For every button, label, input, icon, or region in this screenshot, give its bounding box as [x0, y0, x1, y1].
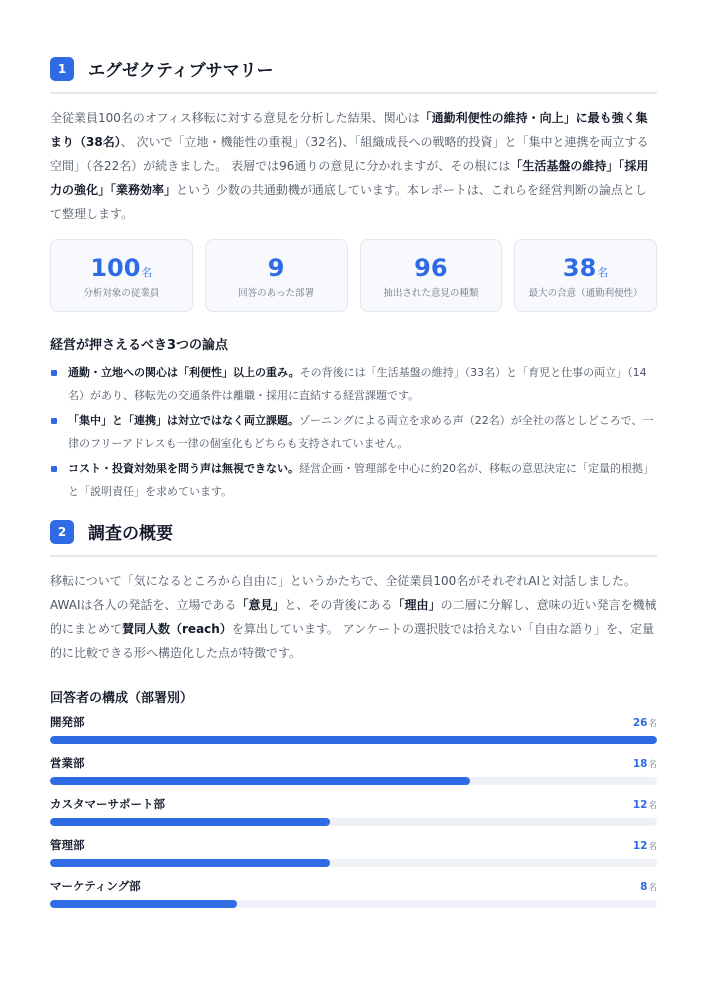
bar-value: 8名	[640, 881, 657, 893]
key-point-text: 経営企画・管理部を中心に約20名が、移転の意思決定に「定量的根拠」と「説明責任」を求めています。	[68, 462, 654, 498]
stat-card	[514, 239, 657, 312]
emphasis-text: 「理由」	[392, 598, 441, 612]
key-points-list	[50, 361, 657, 503]
bar-row	[50, 714, 657, 744]
stat-card	[205, 239, 348, 312]
bullet-icon	[51, 466, 57, 472]
key-point-lead: 通勤・立地への関心は「利便性」以上の重み。	[68, 366, 300, 379]
bar-label: マーケティング部	[50, 879, 141, 893]
bar-track	[50, 818, 657, 826]
bar-track	[50, 900, 657, 908]
bar-label: カスタマーサポート部	[50, 797, 165, 811]
key-point-lead: コスト・投資対効果を問う声は無視できない。	[68, 462, 299, 475]
emphasis-text: 「生活基盤の維持」「採用力の強化」「業務効率」	[50, 159, 649, 197]
stat-value	[268, 253, 285, 283]
bar-header	[50, 714, 657, 730]
stat-label: 抽出された意見の種類	[383, 287, 479, 299]
bar-label: 管理部	[50, 838, 85, 852]
bar-row	[50, 796, 657, 826]
bar-value: 12名	[632, 840, 657, 852]
stat-unit: 名	[141, 265, 153, 279]
body-text: 、 次いで「立地・機能性の重視」（32名)、「組織成長への戦略的投資」と「集中と連携を両立する空間」（各22名）が続きました。 表層では96通りの意見に分かれますが、その根には	[50, 135, 649, 173]
bar-value: 18名	[632, 758, 657, 770]
key-point-text: その背後には「生活基盤の維持」（33名）と「育児と仕事の両立」（14名）があり、移転先の交通条件は離職・採用に直結する経営課題です。	[68, 366, 647, 402]
section-header-summary	[50, 0, 657, 94]
key-point	[50, 409, 657, 455]
emphasis-text: 「意見」	[236, 598, 285, 612]
stat-cards	[50, 239, 657, 312]
bullet-icon	[51, 370, 57, 376]
bar-fill	[50, 900, 237, 908]
section-title: エグゼクティブサマリー	[88, 61, 274, 81]
body-text: を算出しています。 アンケートの選択肢では拾えない「自由な語り」を、定量的に比較できる形へ構造化した点が特徴です。	[50, 622, 654, 660]
stat-label: 回答のあった部署	[238, 287, 315, 299]
bar-fill	[50, 736, 657, 744]
bar-label: 開発部	[50, 715, 85, 729]
bar-fill	[50, 777, 470, 785]
overview-paragraph	[50, 569, 657, 665]
bar-header	[50, 796, 657, 812]
stat-card	[50, 239, 193, 312]
bar-row	[50, 878, 657, 908]
body-text: 全従業員100名のオフィス移転に対する意見を分析した結果、関心は	[50, 111, 420, 125]
chart-title: 回答者の構成（部署別）	[50, 691, 194, 706]
bar-track	[50, 736, 657, 744]
key-point	[50, 361, 657, 407]
emphasis-text: 賛同人数（reach）	[122, 622, 232, 636]
stat-value	[414, 253, 447, 283]
section-title: 調査の概要	[88, 524, 173, 544]
key-point-lead: 「集中」と「連携」は対立ではなく両立課題。	[68, 414, 299, 427]
department-bar-chart	[50, 714, 657, 908]
stat-number: 38	[562, 253, 597, 282]
bar-unit: 名	[648, 719, 657, 729]
bar-header	[50, 755, 657, 771]
stat-value	[90, 253, 152, 283]
points-title: 経営が押さえるべき3つの論点	[50, 338, 229, 353]
bar-row	[50, 837, 657, 867]
stat-number: 9	[267, 253, 285, 282]
bullet-icon	[51, 418, 57, 424]
bar-header	[50, 878, 657, 894]
bar-unit: 名	[648, 760, 657, 770]
bar-value: 26名	[632, 717, 657, 729]
body-text: と、その背後にある	[284, 598, 393, 612]
bar-track	[50, 859, 657, 867]
key-point-text: ゾーニングによる両立を求める声（22名）が全社の落としどころで、一律のフリーアドレスも一律の個室化もどちらも支持されていません。	[68, 414, 654, 450]
stat-number: 100	[90, 253, 141, 282]
bar-row	[50, 755, 657, 785]
bar-unit: 名	[648, 801, 657, 811]
bar-unit: 名	[648, 883, 657, 893]
section-number-badge: 1	[50, 57, 74, 81]
body-text: という 少数の共通動機が通底しています。本レポートは、これらを経営判断の論点として整理します。	[50, 183, 647, 221]
bar-fill	[50, 859, 330, 867]
section-header-overview	[50, 519, 657, 557]
stat-label: 最大の合意（通勤利便性）	[528, 287, 643, 299]
bar-header	[50, 837, 657, 853]
bar-track	[50, 777, 657, 785]
key-point	[50, 457, 657, 503]
summary-paragraph	[50, 106, 657, 226]
emphasis-text: 「通勤利便性の維持・向上」に最も強く集まり（38名）	[50, 111, 648, 149]
stat-card	[360, 239, 503, 312]
stat-unit: 名	[597, 265, 609, 279]
bar-unit: 名	[648, 842, 657, 852]
bar-value: 12名	[632, 799, 657, 811]
stat-value	[563, 253, 608, 283]
body-text: の二層に分解し、意味の近い発言を機械的にまとめて	[50, 598, 657, 636]
bar-label: 営業部	[50, 756, 85, 770]
stat-number: 96	[414, 253, 448, 282]
stat-label: 分析対象の従業員	[83, 287, 160, 299]
section-number-badge: 2	[50, 520, 74, 544]
body-text: 移転について「気になるところから自由に」というかたちで、全従業員100名がそれぞれAIと対話しました。 AWAIは各人の発話を、立場である	[50, 574, 637, 612]
bar-fill	[50, 818, 330, 826]
